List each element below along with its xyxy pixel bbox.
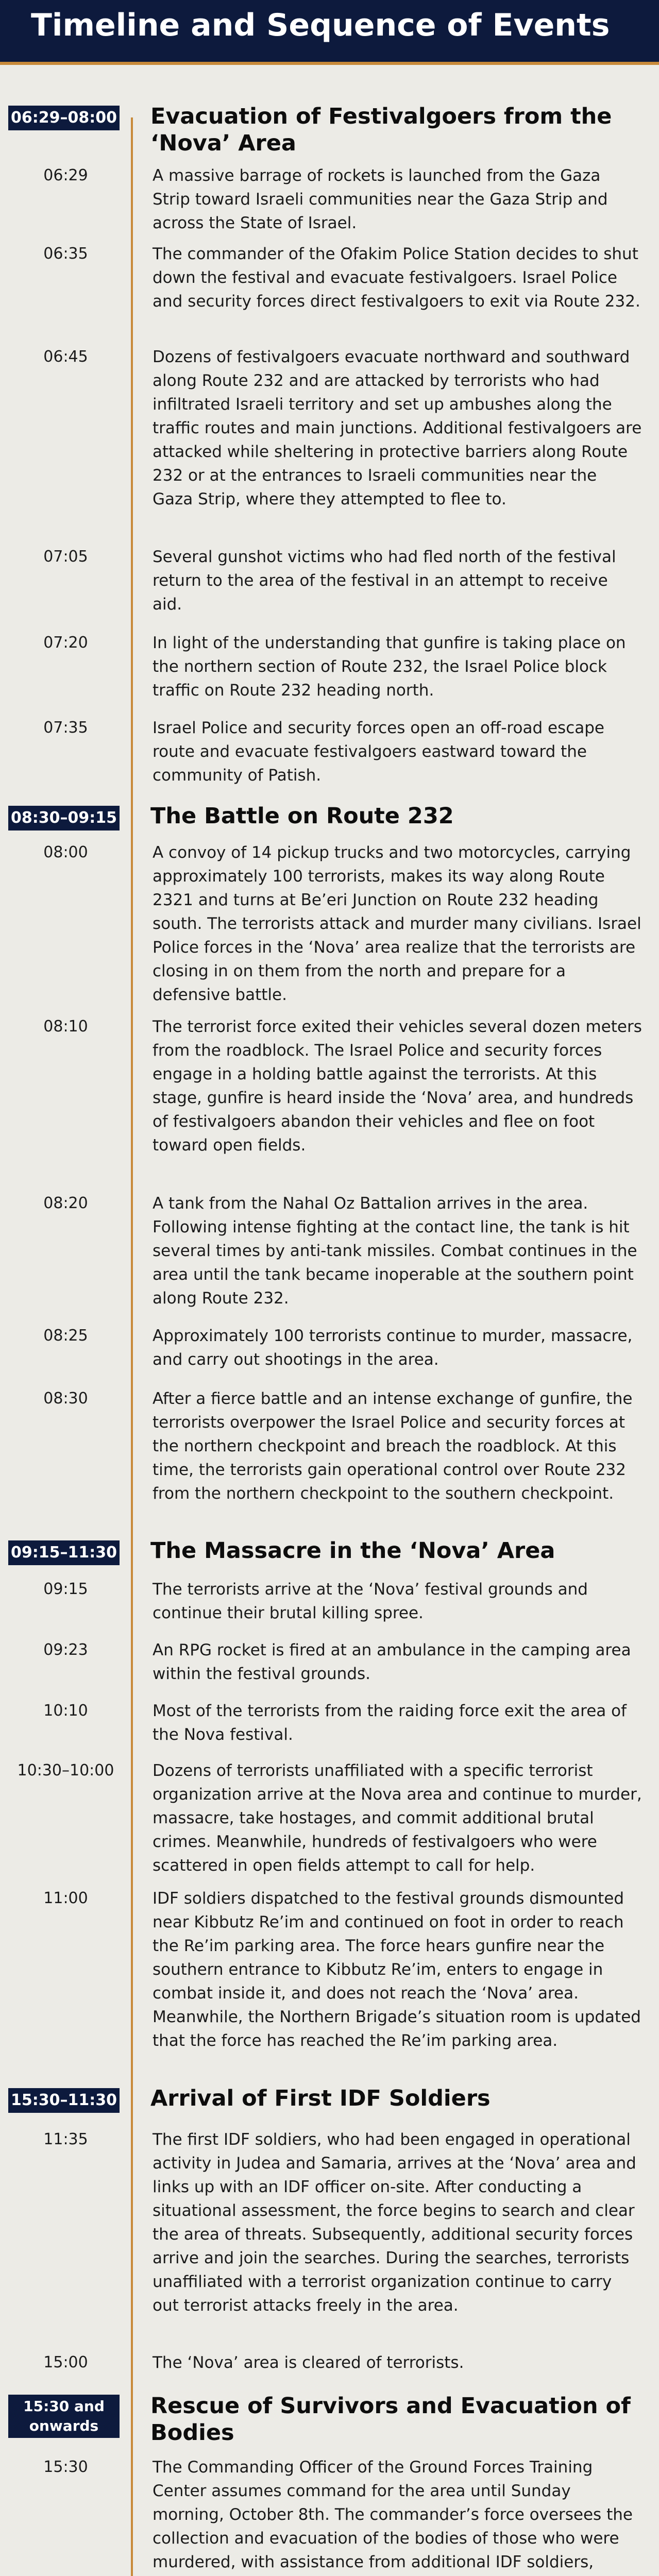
event-description: After a fierce battle and an intense exchange of gunfire, the terrorists overpower the Israel Police and security forces at the northern checkpoint and breach the roadblock. At this time, the terrorists gain operational control over Route 232 from the northern checkpoint to the southern checkpoint. [153, 1389, 633, 1503]
event-description: A tank from the Nahal Oz Battalion arrives in the area. Following intense fighting at the contact line, the tank is hit several times by anti-tank missiles. Combat continues in the area until the tank became inoperable at the southern point along Route 232. [153, 1194, 637, 1308]
event-time: 07:20 [43, 634, 88, 652]
event-description: IDF soldiers dispatched to the festival grounds dismounted near Kibbutz Re’im and continued on foot in order to reach the Re’im parking area. The force hears gunfire near the southern entrance to Kibbutz Re’im, enters to engage in combat inside it, and does not reach the ‘Nova’ area. Meanwhile, the Northern Brigade’s situation room is updated that the force has reached the Re’im parking area. [153, 1889, 641, 2050]
event-description: A massive barrage of rockets is launched from the Gaza Strip toward Israeli communities near the Gaza Strip and across the State of Israel. [153, 166, 608, 232]
event-time: 08:00 [43, 843, 88, 861]
event-time: 07:05 [43, 548, 88, 566]
event-description: The ‘Nova’ area is cleared of terrorists. [153, 2353, 464, 2372]
event-time: 10:30–10:00 [17, 1761, 114, 1780]
event-time: 15:30 [43, 2458, 88, 2476]
event-description: The terrorists arrive at the ‘Nova’ festival grounds and continue their brutal killing spree. [153, 1580, 588, 1622]
event-time: 11:35 [43, 2130, 88, 2148]
section-time-badge: 08:30–09:15 [8, 806, 120, 831]
event-description: The Commanding Officer of the Ground Forces Training Center assumes command for the area until Sunday morning, October 8th. The commander’s force oversees the collection and evacuation of the bodies of those who were murdered, with assistance from additional IDF soldiers, [153, 2458, 633, 2571]
event-time: 11:00 [43, 1889, 88, 1907]
event-description: Approximately 100 terrorists continue to murder, massacre, and carry out shootings in the area. [153, 1327, 633, 1369]
event-time: 15:00 [43, 2353, 88, 2371]
event-time: 08:25 [43, 1327, 88, 1345]
event-description: Most of the terrorists from the raiding force exit the area of the Nova festival. [153, 1702, 627, 1744]
event-time: 08:20 [43, 1194, 88, 1212]
section-time-badge: 15:30–11:30 [8, 2088, 120, 2113]
event-description: A convoy of 14 pickup trucks and two motorcycles, carrying approximately 100 terrorists, makes its way along Route 2321 and turns at Be’eri Junction on Route 232 heading south. The terrorists attack and murder many civilians. Israel Police forces in the ‘Nova’ area realize that the terrorists are closing in on them from the north and prepare for a defensive battle. [153, 843, 641, 1004]
event-description: Dozens of festivalgoers evacuate northward and southward along Route 232 and are attacked by terrorists who had infiltrated Israeli territory and set up ambushes along the traffic routes and main junctions. Additional festivalgoers are attacked while sheltering in protective barriers along Route 232 or at the entrances to Israeli communities near the Gaza Strip, where they attempted to flee to. [153, 348, 642, 509]
section-time-badge: 06:29–08:00 [8, 106, 120, 130]
event-description: The first IDF soldiers, who had been engaged in operational activity in Judea and Samaria, arrives at the ‘Nova’ area and links up with an IDF officer on-site. After conducting a situational assessment, the force begins to search and clear the area of threats. Subsequently, additional security forces arrive and join the searches. During the searches, terrorists unaffiliated with a terrorist organization continue to carry out terrorist attacks freely in the area. [153, 2130, 636, 2315]
section-time-badge: 09:15–11:30 [8, 1540, 120, 1565]
event-time: 06:29 [43, 166, 88, 184]
event-time: 10:10 [43, 1702, 88, 1720]
event-description: In light of the understanding that gunfire is taking place on the northern section of Route 232, the Israel Police block traffic on Route 232 heading north. [153, 634, 626, 700]
event-time: 09:15 [43, 1580, 88, 1598]
section-title: The Massacre in the ‘Nova’ Area [150, 1538, 555, 1564]
section-title: Evacuation of Festivalgoers from the ‘Nova’ Area [150, 104, 612, 156]
event-time: 08:10 [43, 1018, 88, 1036]
event-description: The commander of the Ofakim Police Station decides to shut down the festival and evacuate festivalgoers. Israel Police and security forces direct festivalgoers to exit via Route 232. [153, 245, 640, 311]
section-title: Arrival of First IDF Soldiers [150, 2086, 491, 2111]
event-description: The terrorist force exited their vehicles several dozen meters from the roadblock. The Israel Police and security forces engage in a holding battle against the terrorists. At this stage, gunfire is heard inside the ‘Nova’ area, and hundreds of festivalgoers abandon their vehicles and flee on foot toward open fields. [153, 1018, 642, 1155]
event-description: An RPG rocket is fired at an ambulance in the camping area within the festival grounds. [153, 1641, 631, 1683]
page-title: Timeline and Sequence of Events [31, 7, 610, 43]
event-time: 07:35 [43, 719, 88, 737]
timeline-line [131, 117, 133, 2576]
event-description: Israel Police and security forces open an off-road escape route and evacuate festivalgoers eastward toward the community of Patish. [153, 719, 604, 785]
section-title: The Battle on Route 232 [150, 803, 454, 829]
page-header [0, 0, 659, 65]
event-time: 06:45 [43, 348, 88, 366]
section-title: Rescue of Survivors and Evacuation of Bodies [150, 2393, 631, 2446]
section-time-badge: 15:30 and onwards [8, 2395, 120, 2438]
event-time: 09:23 [43, 1641, 88, 1659]
event-description: Dozens of terrorists unaffiliated with a specific terrorist organization arrive at the Nova area and continue to murder, massacre, take hostages, and commit additional brutal crimes. Meanwhile, hundreds of festivalgoers who were scattered in open fields attempt to call for help. [153, 1761, 642, 1875]
event-time: 06:35 [43, 245, 88, 263]
event-description: Several gunshot victims who had fled north of the festival return to the area of the festival in an attempt to receive aid. [153, 548, 616, 614]
event-time: 08:30 [43, 1389, 88, 1408]
